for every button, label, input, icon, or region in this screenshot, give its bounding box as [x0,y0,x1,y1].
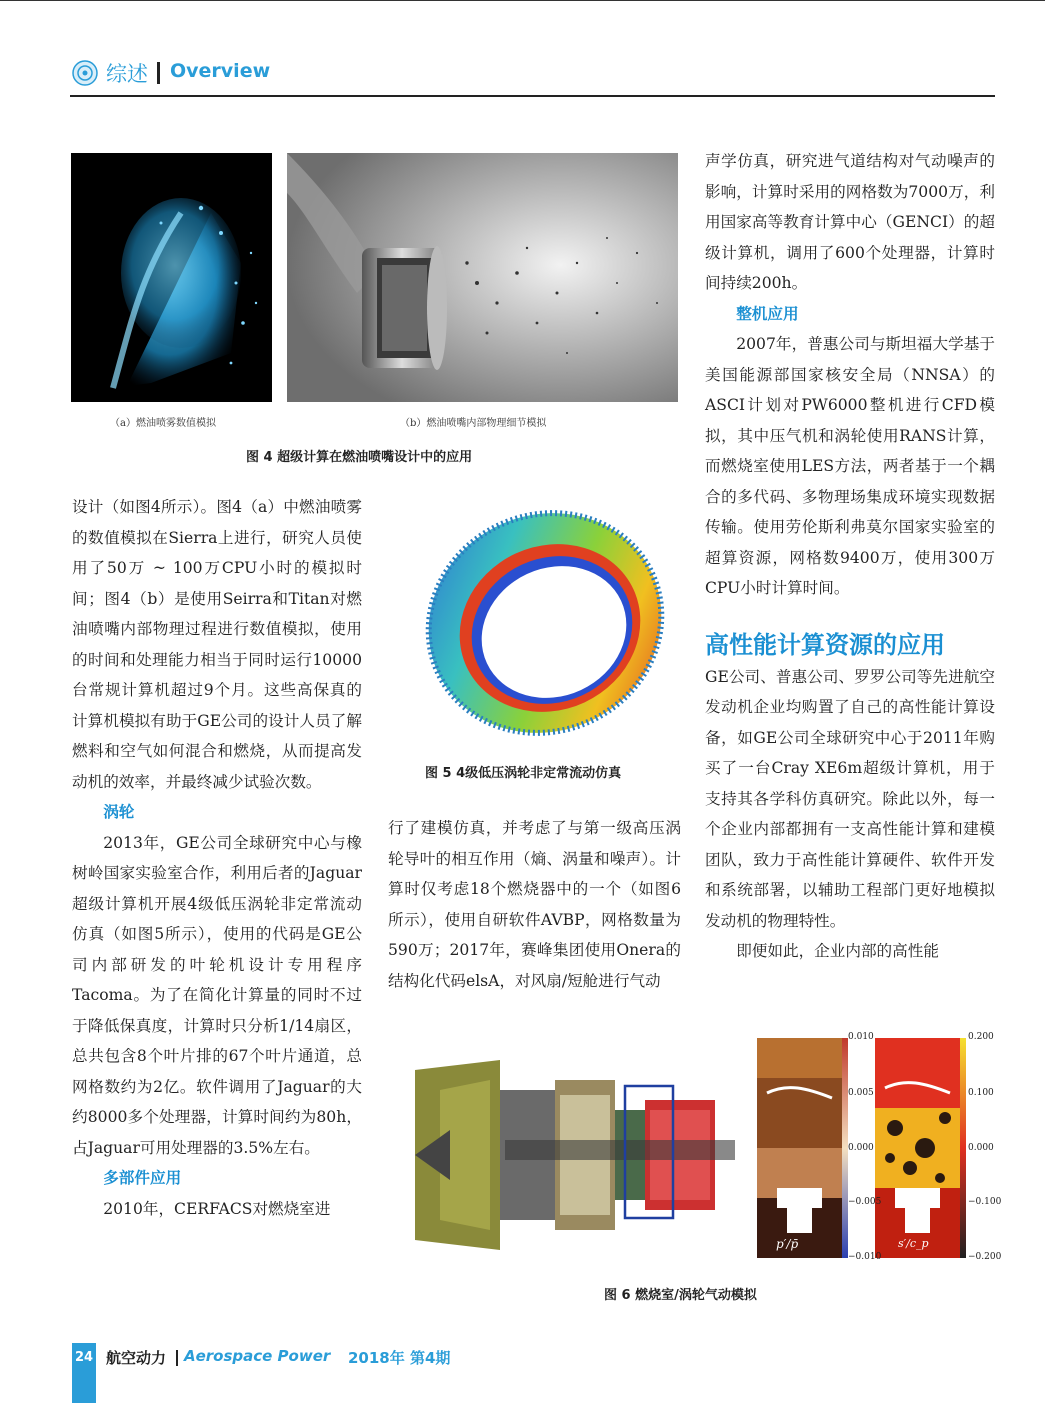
heading-turbine: 涡轮 [103,803,135,821]
header-separator [157,62,160,84]
heading-hpc-resources: 高性能计算资源的应用 [705,630,945,659]
journal-name-en: Aerospace Power [184,1347,331,1365]
fig6-left-tick-3: 0.000 [848,1143,874,1153]
heading-multi-component: 多部件应用 [103,1169,182,1187]
right-column [705,146,995,967]
fig6-right-colorbar [960,1038,966,1258]
fig6-right-tick-4: −0.100 [968,1197,1002,1207]
fig5-turbine-image [410,503,672,748]
journal-issue: 2018年 第4期 [348,1349,451,1367]
right-para-1: 声学仿真，研究进气道结构对气动噪声的影响，计算时采用的网格数为7000万，利用国家高等教育计算中心（GENCI）的超级计算机，调用了600个处理器，计算时间持续200h。 [705,152,995,292]
left-column [72,492,362,1224]
left-para-3: 2010年，CERFACS对燃烧室进 [103,1199,331,1218]
fig6-left-tick-4: −0.005 [848,1197,882,1207]
fig4b-caption: （b）燃油喷嘴内部物理细节模拟 [400,418,547,429]
fig6-right-tick-1: 0.200 [968,1032,994,1042]
fig6-entropy-contour [875,1038,960,1258]
fig4b-nozzle-image [287,153,678,402]
fig6-right-tick-5: −0.200 [968,1252,1002,1262]
fig5-caption: 图 5 4级低压涡轮非定常流动仿真 [425,766,622,781]
left-para-1: 设计（如图4所示）。图4（a）中燃油喷雾的数值模拟在Sierra上进行，研究人员使用了50万 ~ 100万CPU小时的模拟时间；图4（b）是使用Seirra和Titan对燃油喷嘴内部物理过程进行数值模拟，使用的时间和处理能力相当于同时运行10000台常规计算机超过9个月。这些高保真的计算机模拟有助于GE公司的设计人员了解燃料和空气如何混合和燃烧，从而提高发动机的效率，并最终减少试验次数。 [72,498,362,791]
journal-name-cn: 航空动力 [106,1349,167,1367]
fig6-caption: 图 6 燃烧室/涡轮气动模拟 [604,1288,757,1303]
heading-whole-engine: 整机应用 [736,304,799,323]
fig4-caption: 图 4 超级计算在燃油喷嘴设计中的应用 [246,450,473,465]
fig6-left-tick-5: −0.010 [848,1252,882,1262]
fig6-right-label: s′/c_p [898,1237,929,1250]
page-number: 24 [74,1350,94,1365]
section-title-cn: 综述 [106,62,148,86]
fig6-left-label: p′/p̄ [776,1237,799,1251]
mid-para-1: 行了建模仿真，并考虑了与第一级高压涡轮导叶的相互作用（熵、涡量和噪声）。计算时仅考虑18个燃烧器中的一个（如图6所示），使用自研软件AVBP，网格数量为590万；2017年，赛峰集团使用Onera的结构化代码elsA，对风扇/短舱进行气动 [388,819,681,990]
fig6-left-tick-1: 0.010 [848,1032,874,1042]
right-para-4: 即便如此，企业内部的高性能 [736,942,939,960]
middle-column [388,813,681,996]
section-title-en: Overview [170,60,271,82]
fig6-right-tick-2: 0.100 [968,1088,994,1098]
fig4a-spray-image [71,153,272,402]
fig4a-caption: （a）燃油喷雾数值模拟 [110,418,216,429]
top-rule [0,0,1045,1]
fig6-pressure-contour [757,1038,842,1258]
fig6-right-tick-3: 0.000 [968,1143,994,1153]
journal-logo-icon [72,60,98,86]
left-para-2: 2013年，GE公司全球研究中心与橡树岭国家实验室合作，利用后者的Jaguar超级计算机开展4级低压涡轮非定常流动仿真（如图5所示），使用的代码是GE公司内部研发的叶轮机设计专用程序Tacoma。为了在简化计算量的同时不过于降低保真度，计算时只分析1/14扇区，总共包含8个叶片排的67个叶片通道，总网格数约为2亿。软件调用了Jaguar的大约8000多个处理器，计算时间约为80h，占Jaguar可用处理器的3.5%左右。 [72,833,362,1157]
fig6-engine-image [410,1050,740,1260]
right-para-3: GE公司、普惠公司、罗罗公司等先进航空发动机企业均购置了自己的高性能计算设备，如GE公司全球研究中心于2011年购买了一台Cray XE6m超级计算机，用于支持其各学科仿真研究。除此以外，每一个企业内部都拥有一支高性能计算和建模团队，致力于高性能计算硬件、软件开发和系统部署，以辅助工程部门更好地模拟发动机的物理特性。 [705,667,995,930]
footer-separator [176,1350,178,1366]
header-rule [70,95,995,97]
right-para-2: 2007年，普惠公司与斯坦福大学基于美国能源部国家核安全局（NNSA）的ASCI计划对PW6000整机进行CFD模拟，其中压气机和涡轮使用RANS计算，而燃烧室使用LES方法，两者基于一个耦合的多代码、多物理场集成环境实现数据传输。使用劳伦斯利弗莫尔国家实验室的超算资源，网格数9400万，使用300万CPU小时计算时间。 [705,335,995,597]
fig6-left-tick-2: 0.005 [848,1088,874,1098]
